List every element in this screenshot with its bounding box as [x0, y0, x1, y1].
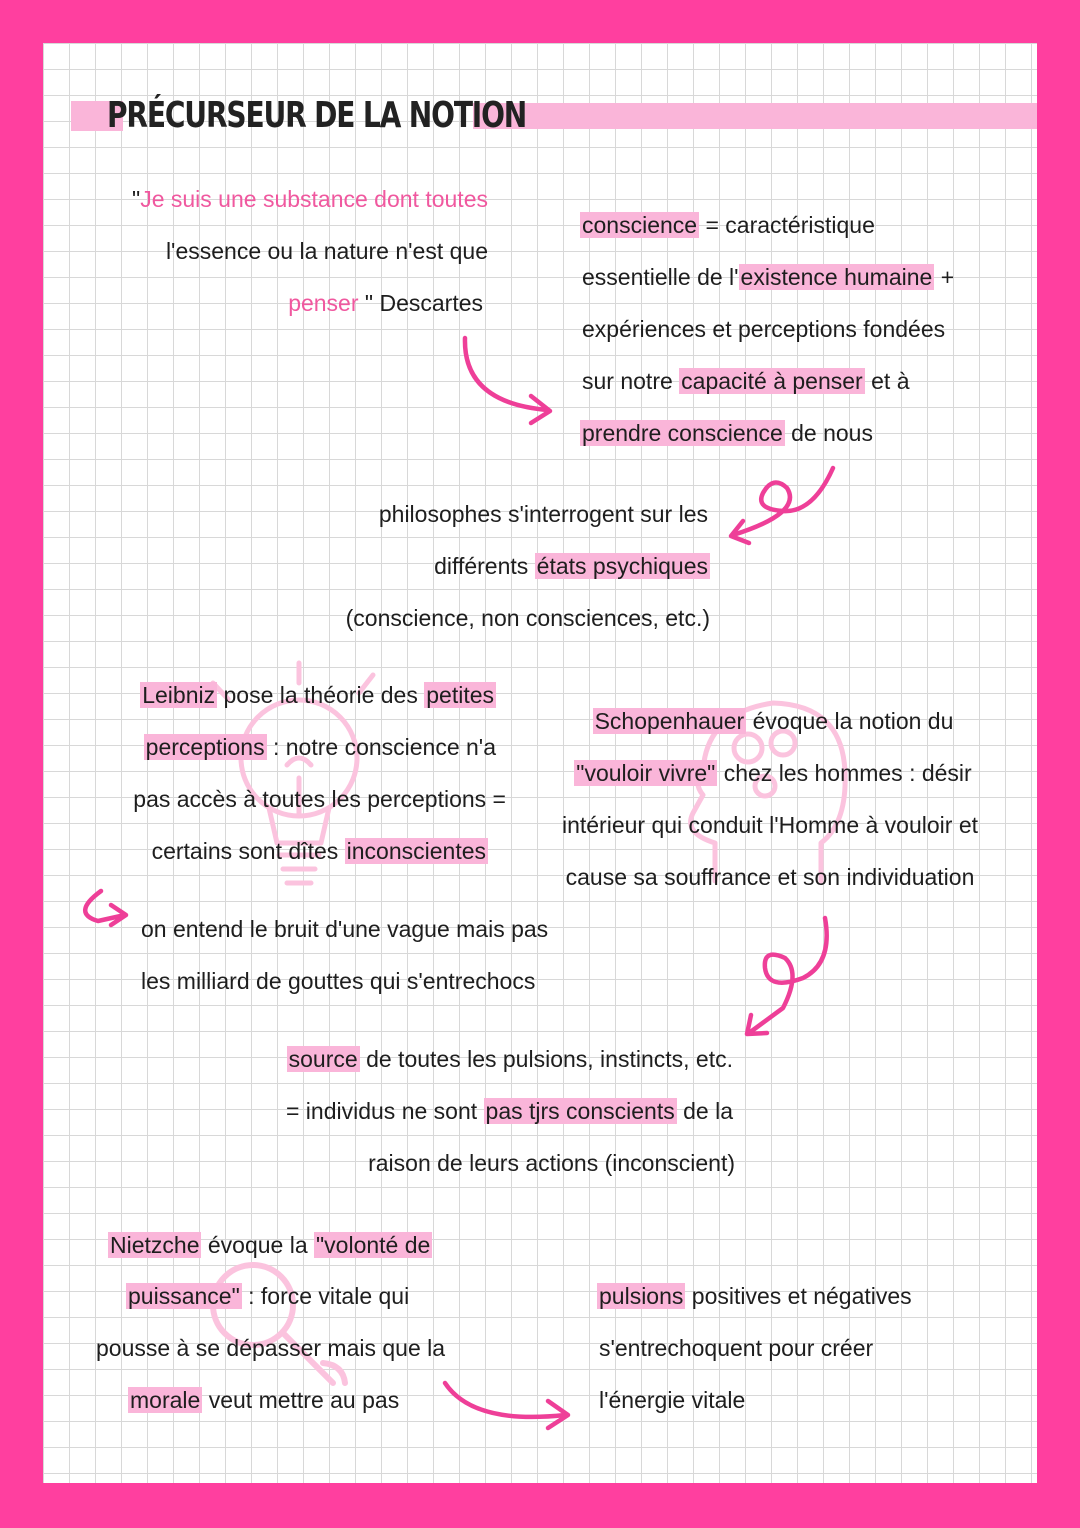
- hl-vouloir-vivre: "vouloir vivre": [576, 760, 716, 786]
- philosophes-text-2: différents: [434, 553, 535, 579]
- hl-schopenhauer: Schopenhauer: [594, 708, 745, 734]
- philosophes-line-1: philosophes s'interrogent sur les: [378, 501, 708, 527]
- philosophes-line-2: [293, 540, 710, 592]
- conscience-text-2a: essentielle de l': [582, 264, 739, 290]
- leibniz-line-3: pas accès à toutes les perceptions =: [133, 786, 506, 812]
- quote-line-1: [83, 173, 488, 225]
- schopenhauer-line-2: [543, 747, 1003, 799]
- conscience-line-2: [582, 251, 954, 303]
- source-line-3: raison de leurs actions (inconscient): [368, 1150, 735, 1176]
- conscience-text-4b: et à: [864, 368, 910, 394]
- nietzche-line-2: [126, 1270, 409, 1322]
- quote-penser: penser: [288, 290, 359, 316]
- conscience-line-1: [580, 199, 875, 251]
- hl-pas-tjrs-conscients: pas tjrs conscients: [485, 1098, 675, 1124]
- vague-line-2: les milliard de gouttes qui s'entrechocs: [141, 968, 536, 994]
- conscience-text-5: de nous: [784, 420, 873, 446]
- source-line-1: [193, 1033, 733, 1085]
- hl-nietzche: Nietzche: [110, 1232, 200, 1258]
- hl-puissance: puissance": [128, 1283, 240, 1309]
- source-text-2b: de la: [676, 1098, 733, 1124]
- leibniz-line-2: [83, 721, 496, 773]
- nietzche-line-3: pousse à se dépasser mais que la: [96, 1335, 446, 1361]
- schopenhauer-line-1: [543, 695, 1003, 747]
- philosophes-line-3: (conscience, non consciences, etc.): [345, 605, 710, 631]
- leibniz-text-4: certains sont dîtes: [151, 838, 345, 864]
- hl-petites: petites: [426, 682, 494, 708]
- nietzche-text-4: veut mettre au pas: [202, 1387, 400, 1413]
- conscience-text-1: = caractéristique: [699, 212, 875, 238]
- hl-conscience: conscience: [582, 212, 698, 238]
- hl-inconscientes: inconscientes: [346, 838, 486, 864]
- pulsions-line-3: l'énergie vitale: [599, 1387, 746, 1413]
- hl-capacite-penser: capacité à penser: [681, 368, 863, 394]
- schopenhauer-text-2: chez les hommes : désir: [717, 760, 972, 786]
- conscience-line-4: [582, 355, 910, 407]
- hl-morale: morale: [130, 1387, 201, 1413]
- quote-author: " Descartes: [358, 290, 483, 316]
- nietzche-line-4: [128, 1374, 399, 1426]
- leibniz-line-4: [83, 825, 488, 877]
- nietzche-line-1: [108, 1219, 432, 1271]
- conscience-line-5: [580, 407, 873, 459]
- conscience-line-3: expériences et perceptions fondées: [582, 316, 946, 342]
- page-title: PRÉCURSEUR DE LA NOTION: [107, 95, 527, 136]
- quote-line-2: l'essence ou la nature n'est que: [165, 238, 488, 264]
- hl-pulsions: pulsions: [599, 1283, 684, 1309]
- notes-sheet: [43, 43, 1037, 1483]
- hl-leibniz: Leibniz: [142, 682, 216, 708]
- nietzche-text-2: : force vitale qui: [241, 1283, 410, 1309]
- leibniz-text-2: : notre conscience n'a: [266, 734, 496, 760]
- hl-source: source: [288, 1046, 358, 1072]
- conscience-text-2b: +: [934, 264, 955, 290]
- pulsions-line-2: s'entrechoquent pour créer: [599, 1335, 874, 1361]
- pulsions-line-1: [597, 1270, 912, 1322]
- quote-line-3: [83, 277, 483, 329]
- quote-text-1: Je suis une substance dont toutes: [140, 186, 488, 212]
- hl-existence-humaine: existence humaine: [740, 264, 933, 290]
- pulsions-text-1: positives et négatives: [685, 1283, 912, 1309]
- source-text-2a: = individus ne sont: [285, 1098, 484, 1124]
- vague-line-1: on entend le bruit d'une vague mais pas: [141, 916, 549, 942]
- conscience-text-4a: sur notre: [582, 368, 680, 394]
- leibniz-line-1: [83, 669, 496, 721]
- schopenhauer-line-3: intérieur qui conduit l'Homme à vouloir et: [561, 812, 979, 838]
- nietzche-text-1: évoque la: [201, 1232, 315, 1258]
- schopenhauer-text-1: évoque la notion du: [746, 708, 954, 734]
- schopenhauer-line-4: cause sa souffrance et son individuation: [565, 864, 975, 890]
- hl-perceptions: perceptions: [145, 734, 265, 760]
- hl-volonte-de: "volonté de: [316, 1232, 431, 1258]
- hl-etats-psychiques: états psychiques: [536, 553, 708, 579]
- quote-open-mark: ": [132, 186, 141, 212]
- source-text-1: de toutes les pulsions, instincts, etc.: [359, 1046, 733, 1072]
- source-line-2: [193, 1085, 733, 1137]
- leibniz-text-1: pose la théorie des: [217, 682, 425, 708]
- hl-prendre-conscience: prendre conscience: [582, 420, 783, 446]
